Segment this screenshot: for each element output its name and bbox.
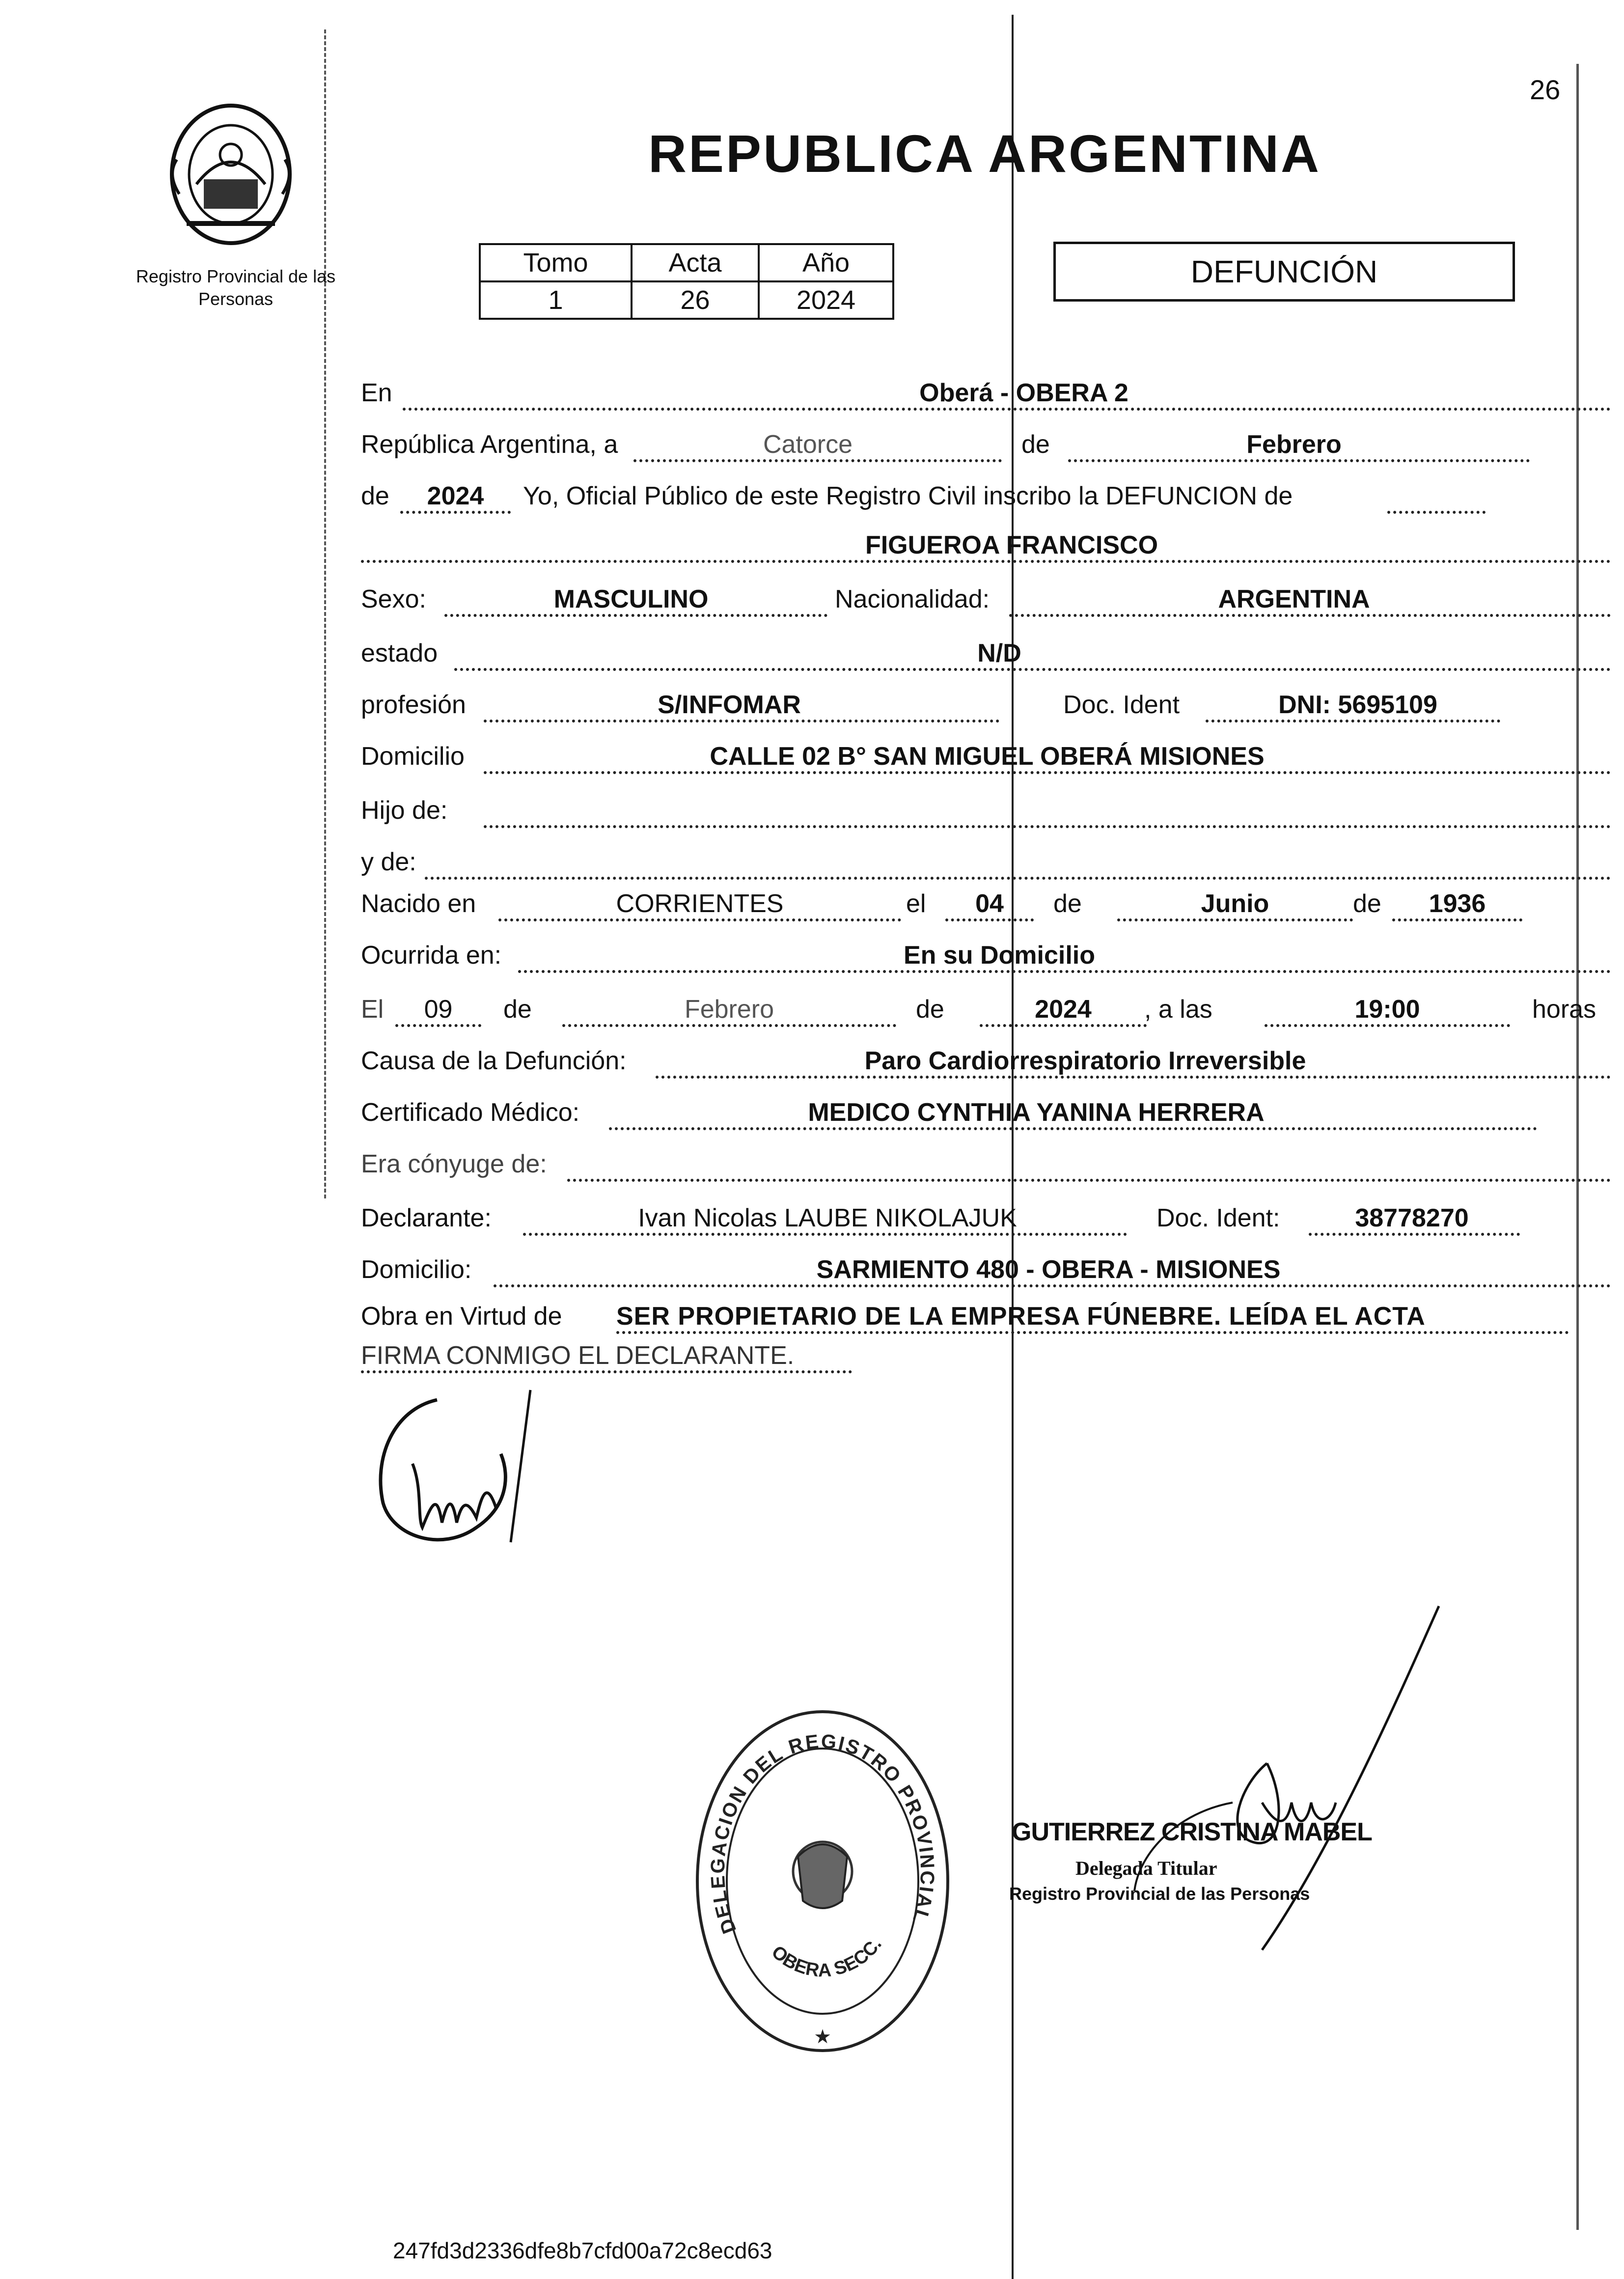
scan-fold-line bbox=[1012, 15, 1014, 2279]
el-label: el bbox=[906, 889, 926, 918]
yo-text: Yo, Oficial Público de este Registro Civil inscribo la DEFUNCION de bbox=[523, 482, 1293, 510]
birth-month: Junio bbox=[1201, 889, 1269, 918]
record-table bbox=[479, 243, 894, 320]
tomo-value: 1 bbox=[480, 281, 632, 319]
decl-doc-value: 38778270 bbox=[1355, 1204, 1469, 1232]
conyuge-label: Era cónyuge de: bbox=[361, 1150, 547, 1178]
obra-line1: SER PROPIETARIO DE LA EMPRESA FÚNEBRE. LEÍDA EL ACTA bbox=[616, 1302, 1426, 1331]
dotted-line bbox=[425, 877, 1611, 880]
decl-doc-label: Doc. Ident: bbox=[1156, 1204, 1280, 1232]
row-obra bbox=[361, 1297, 1569, 1336]
birth-year: 1936 bbox=[1429, 889, 1486, 918]
ocurrida-value: En su Domicilio bbox=[903, 941, 1096, 970]
death-month: Febrero bbox=[684, 995, 774, 1024]
de-label: de bbox=[1021, 430, 1050, 459]
left-margin-dashes bbox=[324, 29, 326, 1198]
domicilio-label: Domicilio bbox=[361, 742, 465, 771]
seal-inner-text: OBERA SECC. bbox=[767, 1934, 886, 1981]
acta-value: 26 bbox=[632, 281, 759, 319]
certificado-value: MEDICO CYNTHIA YANINA HERRERA bbox=[808, 1098, 1265, 1127]
death-year: 2024 bbox=[1035, 995, 1092, 1024]
horas-label: horas bbox=[1532, 995, 1596, 1024]
republica-label: República Argentina, a bbox=[361, 430, 618, 459]
a-las-label: , a las bbox=[1144, 995, 1212, 1024]
el2-label: El bbox=[361, 995, 384, 1024]
nacido-label: Nacido en bbox=[361, 889, 476, 918]
causa-label: Causa de la Defunción: bbox=[361, 1047, 627, 1075]
en-value: Oberá - OBERA 2 bbox=[919, 379, 1129, 407]
dotted-line bbox=[567, 1179, 1611, 1182]
domicilio-value: CALLE 02 B° SAN MIGUEL OBERÁ MISIONES bbox=[710, 742, 1265, 771]
declarante-label: Declarante: bbox=[361, 1204, 492, 1232]
deceased-name: FIGUEROA FRANCISCO bbox=[865, 531, 1158, 559]
estado-label: estado bbox=[361, 639, 438, 667]
en-label: En bbox=[361, 379, 392, 407]
hijo-label: Hijo de: bbox=[361, 796, 448, 825]
doc-label: Doc. Ident bbox=[1063, 691, 1180, 719]
year-value: 2024 bbox=[427, 482, 484, 510]
y-de-label: y de: bbox=[361, 848, 416, 876]
registry-caption: Registro Provincial de las Personas bbox=[136, 266, 336, 309]
record-table-value-row bbox=[480, 281, 893, 319]
official-role: Delegada Titular bbox=[1075, 1857, 1217, 1879]
official-name: GUTIERREZ CRISTINA MABEL bbox=[1012, 1818, 1372, 1846]
registry-seal bbox=[690, 1685, 955, 2063]
causa-value: Paro Cardiorrespiratorio Irreversible bbox=[864, 1047, 1306, 1075]
death-time: 19:00 bbox=[1354, 995, 1420, 1024]
ocurrida-label: Ocurrida en: bbox=[361, 941, 502, 970]
certificado-label: Certificado Médico: bbox=[361, 1098, 580, 1127]
nacido-value: CORRIENTES bbox=[616, 889, 784, 918]
birth-de1-label: de bbox=[1053, 889, 1082, 918]
record-table-header-row bbox=[480, 244, 893, 281]
year-de-label: de bbox=[361, 482, 389, 510]
month-value: Febrero bbox=[1246, 430, 1342, 459]
profesion-value: S/INFOMAR bbox=[658, 691, 801, 719]
nacionalidad-label: Nacionalidad: bbox=[835, 585, 990, 613]
seal-outer-text: DELEGACION DEL REGISTRO PROVINCIAL bbox=[707, 1730, 938, 1937]
right-margin-line bbox=[1576, 64, 1579, 2230]
official-signature bbox=[1056, 1596, 1459, 1965]
dotted-line bbox=[616, 1331, 1569, 1334]
official-office: Registro Provincial de las Personas bbox=[1009, 1884, 1310, 1904]
decl-domicilio-label: Domicilio: bbox=[361, 1255, 472, 1284]
profesion-label: profesión bbox=[361, 691, 466, 719]
dotted-line bbox=[361, 1370, 852, 1373]
estado-value: N/D bbox=[977, 639, 1021, 667]
dotted-line bbox=[484, 825, 1611, 828]
tomo-header: Tomo bbox=[480, 244, 632, 281]
acta-header: Acta bbox=[632, 244, 759, 281]
obra-line2: FIRMA CONMIGO EL DECLARANTE. bbox=[361, 1341, 795, 1370]
doc-value: DNI: 5695109 bbox=[1278, 691, 1437, 719]
anio-value: 2024 bbox=[759, 281, 893, 319]
death-day: 09 bbox=[424, 995, 453, 1024]
obra-label: Obra en Virtud de bbox=[361, 1302, 562, 1331]
sexo-label: Sexo: bbox=[361, 585, 426, 613]
birth-de2-label: de bbox=[1353, 889, 1381, 918]
declarant-signature bbox=[363, 1380, 540, 1567]
page-title: REPUBLICA ARGENTINA bbox=[648, 124, 1321, 183]
birth-day: 04 bbox=[975, 889, 1004, 918]
decl-domicilio-value: SARMIENTO 480 - OBERA - MISIONES bbox=[816, 1255, 1281, 1284]
anio-header: Año bbox=[759, 244, 893, 281]
seal-star: ★ bbox=[814, 2026, 831, 2048]
document-hash: 247fd3d2336dfe8b7cfd00a72c8ecd63 bbox=[393, 2238, 772, 2263]
nacionalidad-value: ARGENTINA bbox=[1218, 585, 1370, 613]
declarante-value: Ivan Nicolas LAUBE NIKOLAJUK bbox=[638, 1204, 1017, 1232]
document-type-box: DEFUNCIÓN bbox=[1053, 242, 1515, 302]
death-de2-label: de bbox=[916, 995, 944, 1024]
day-words: Catorce bbox=[763, 430, 853, 459]
death-de1-label: de bbox=[503, 995, 532, 1024]
province-logo bbox=[157, 101, 324, 253]
page-number: 26 bbox=[1530, 74, 1561, 105]
sexo-value: MASCULINO bbox=[553, 585, 709, 613]
dotted-line bbox=[1387, 511, 1486, 514]
